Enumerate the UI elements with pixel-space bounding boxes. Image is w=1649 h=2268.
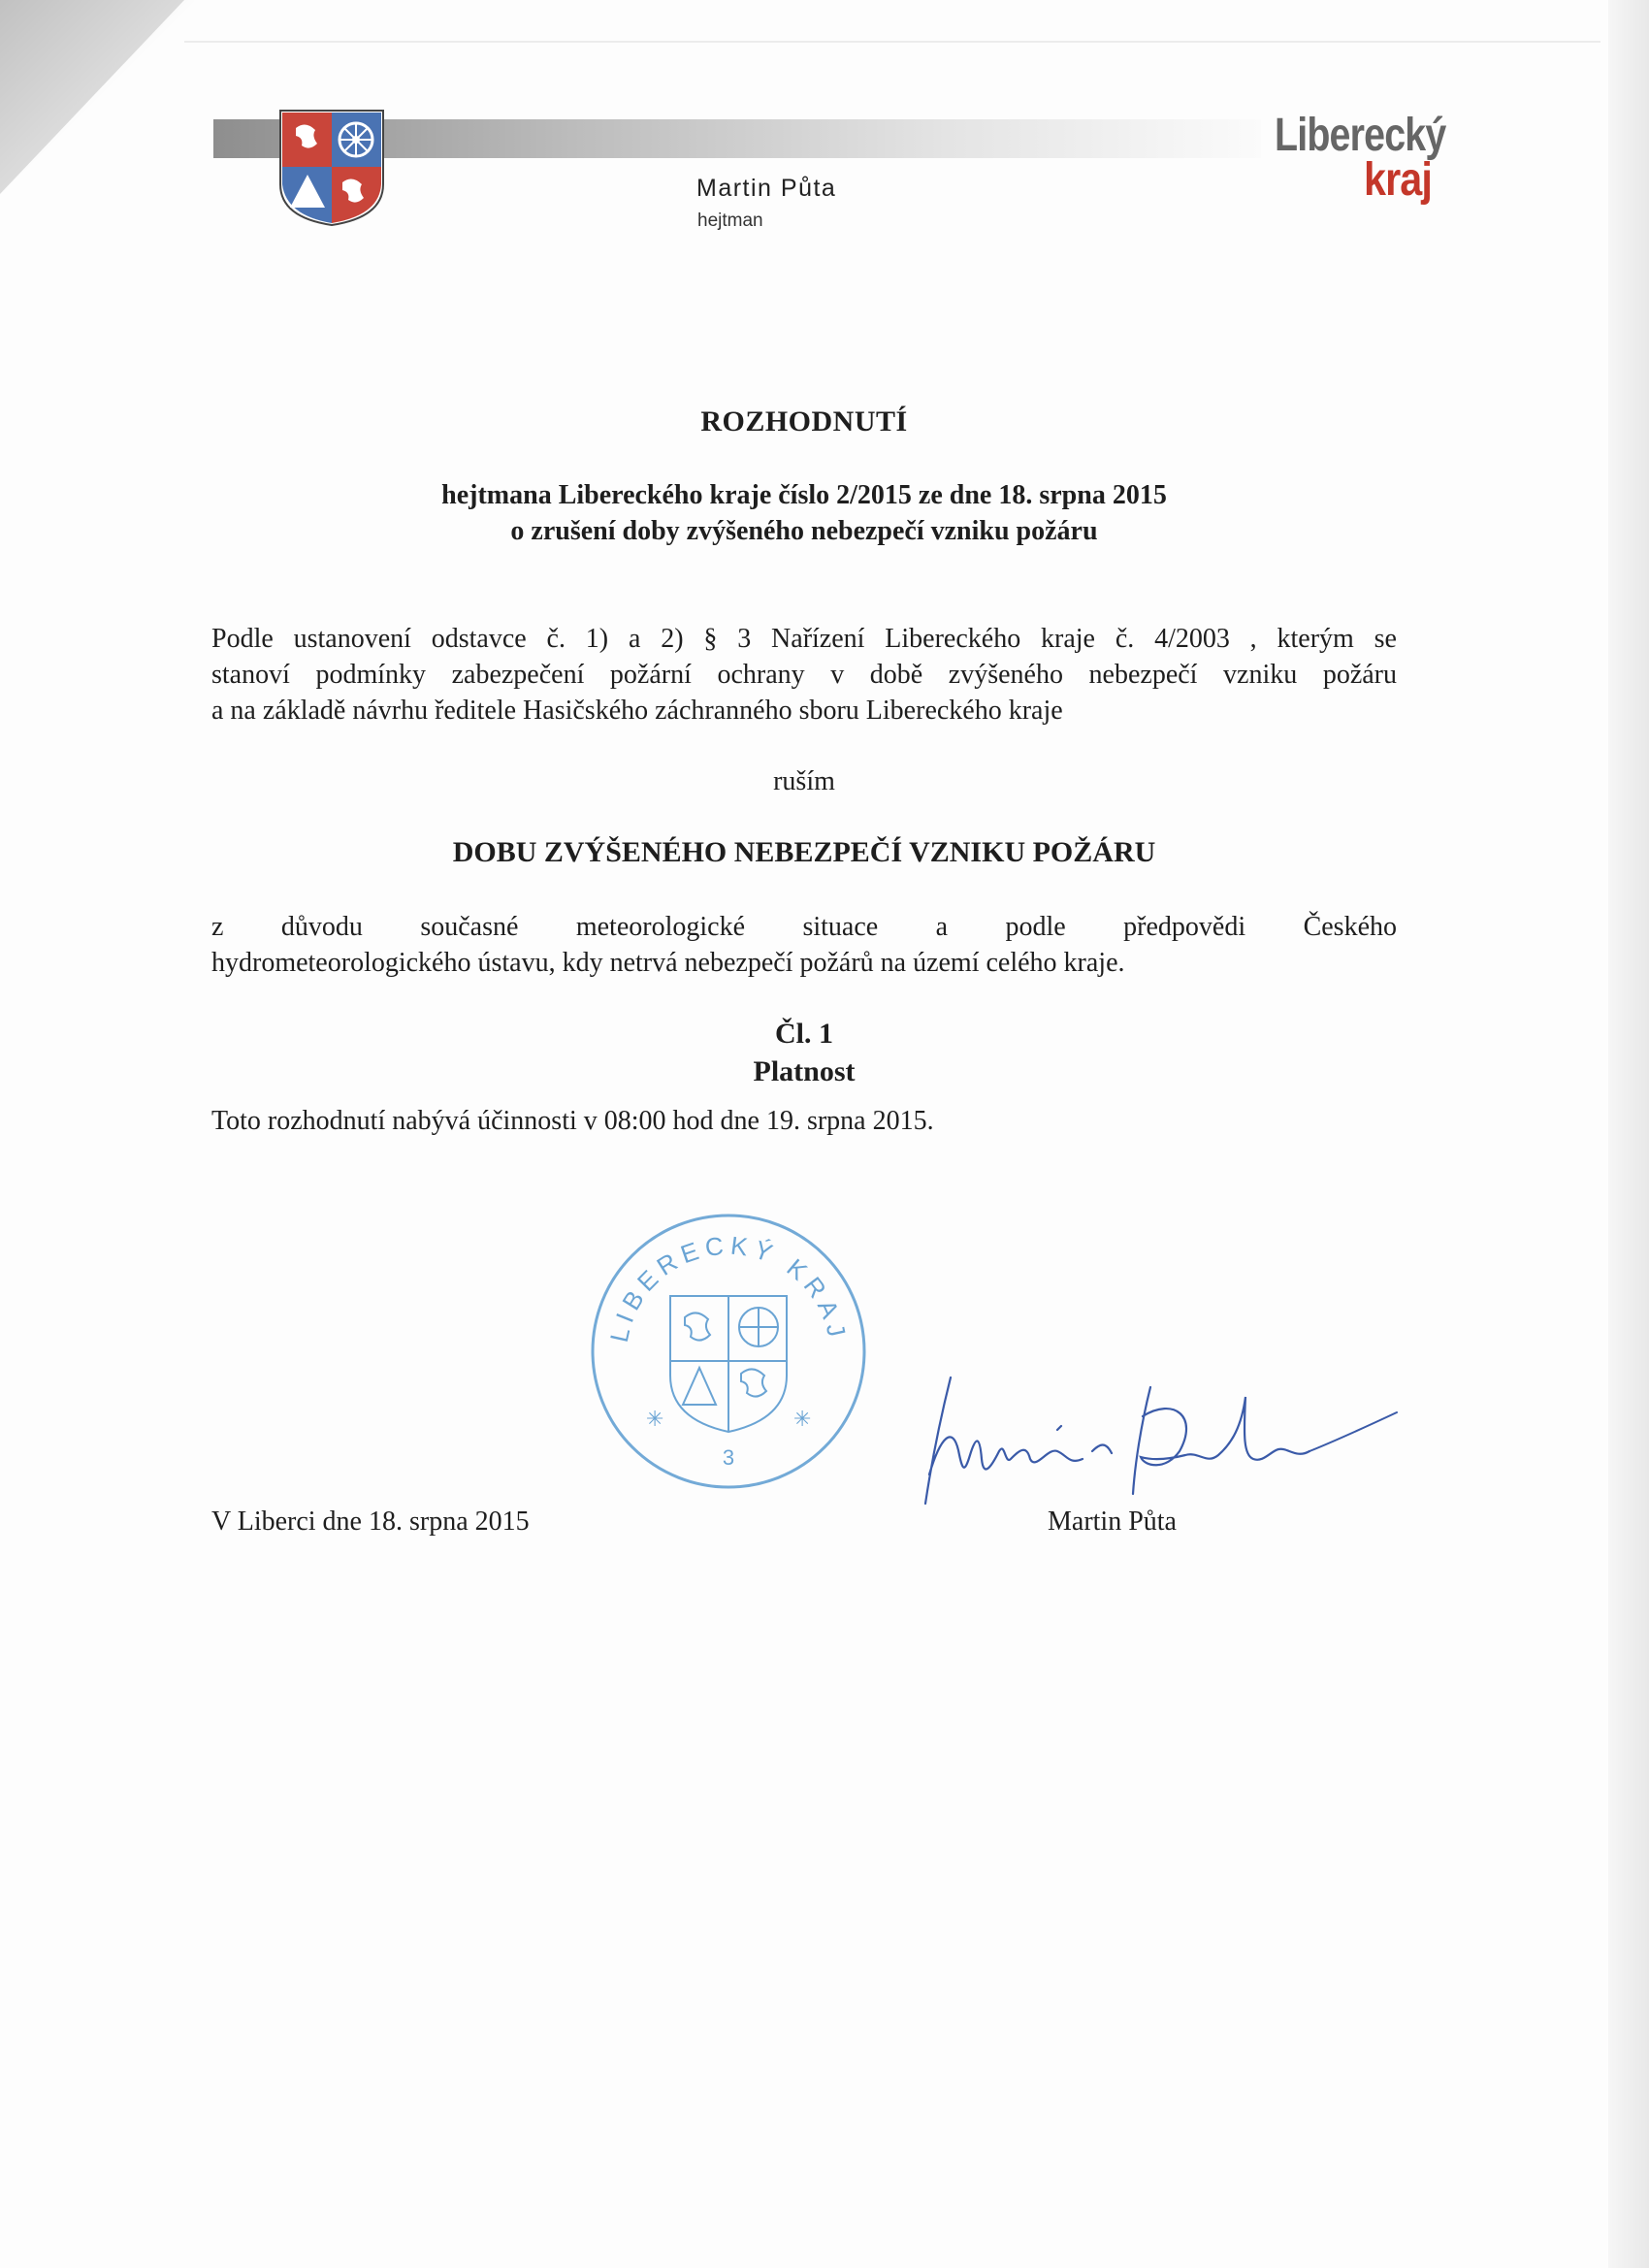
intro-paragraph: [211, 621, 1397, 729]
reason-line: z důvodu současné meteorologické situace a podle předpovědi Českého: [211, 912, 1397, 942]
svg-text:✳: ✳: [646, 1408, 664, 1432]
stamp-text: LIBERECKÝ KRAJ: [603, 1230, 854, 1345]
scan-line: [184, 41, 1600, 43]
reason-line: hydrometeorologického ústavu, kdy netrvá nebezpečí požárů na území celého kraje.: [211, 948, 1125, 978]
handwritten-signature: [912, 1358, 1416, 1523]
intro-line: stanoví podmínky zabezpečení požární ochrany v době zvýšeného nebezpečí vzniku požáru: [211, 660, 1397, 690]
official-stamp: [588, 1211, 869, 1492]
coat-of-arms-icon: [278, 109, 385, 227]
stamp-number: 3: [722, 1445, 735, 1470]
place-and-date: V Liberci dne 18. srpna 2015: [211, 1507, 530, 1537]
sender-role: hejtman: [697, 211, 763, 231]
document-subtitle-line1: hejtmana Libereckého kraje číslo 2/2015 ze dne 18. srpna 2015: [441, 480, 1167, 510]
brand-logo-line2: kraj: [1364, 154, 1433, 206]
brand-logo-line1: Liberecký: [1275, 110, 1446, 161]
document-title: ROZHODNUTÍ: [700, 405, 908, 437]
scan-edge: [1608, 0, 1649, 2268]
article-text: Toto rozhodnutí nabývá účinnosti v 08:00 hod dne 19. srpna 2015.: [211, 1106, 934, 1136]
main-heading: DOBU ZVÝŠENÉHO NEBEZPEČÍ VZNIKU POŽÁRU: [452, 836, 1156, 868]
signatory-name: Martin Půta: [1048, 1507, 1177, 1537]
document-subtitle-line2: o zrušení doby zvýšeného nebezpečí vzniku požáru: [510, 516, 1098, 546]
fold-shadow: [0, 0, 194, 204]
action-word: ruším: [773, 766, 835, 796]
sender-name: Martin Půta: [696, 175, 837, 202]
svg-text:✳: ✳: [793, 1408, 812, 1432]
reason-paragraph: [211, 909, 1397, 981]
article-number: Čl. 1: [775, 1018, 833, 1050]
intro-line: a na základě návrhu ředitele Hasičského záchranného sboru Libereckého kraje: [211, 696, 1063, 726]
article-title: Platnost: [753, 1055, 856, 1087]
intro-line: Podle ustanovení odstavce č. 1) a 2) § 3 Nařízení Libereckého kraje č. 4/2003 , kterým se: [211, 624, 1397, 654]
